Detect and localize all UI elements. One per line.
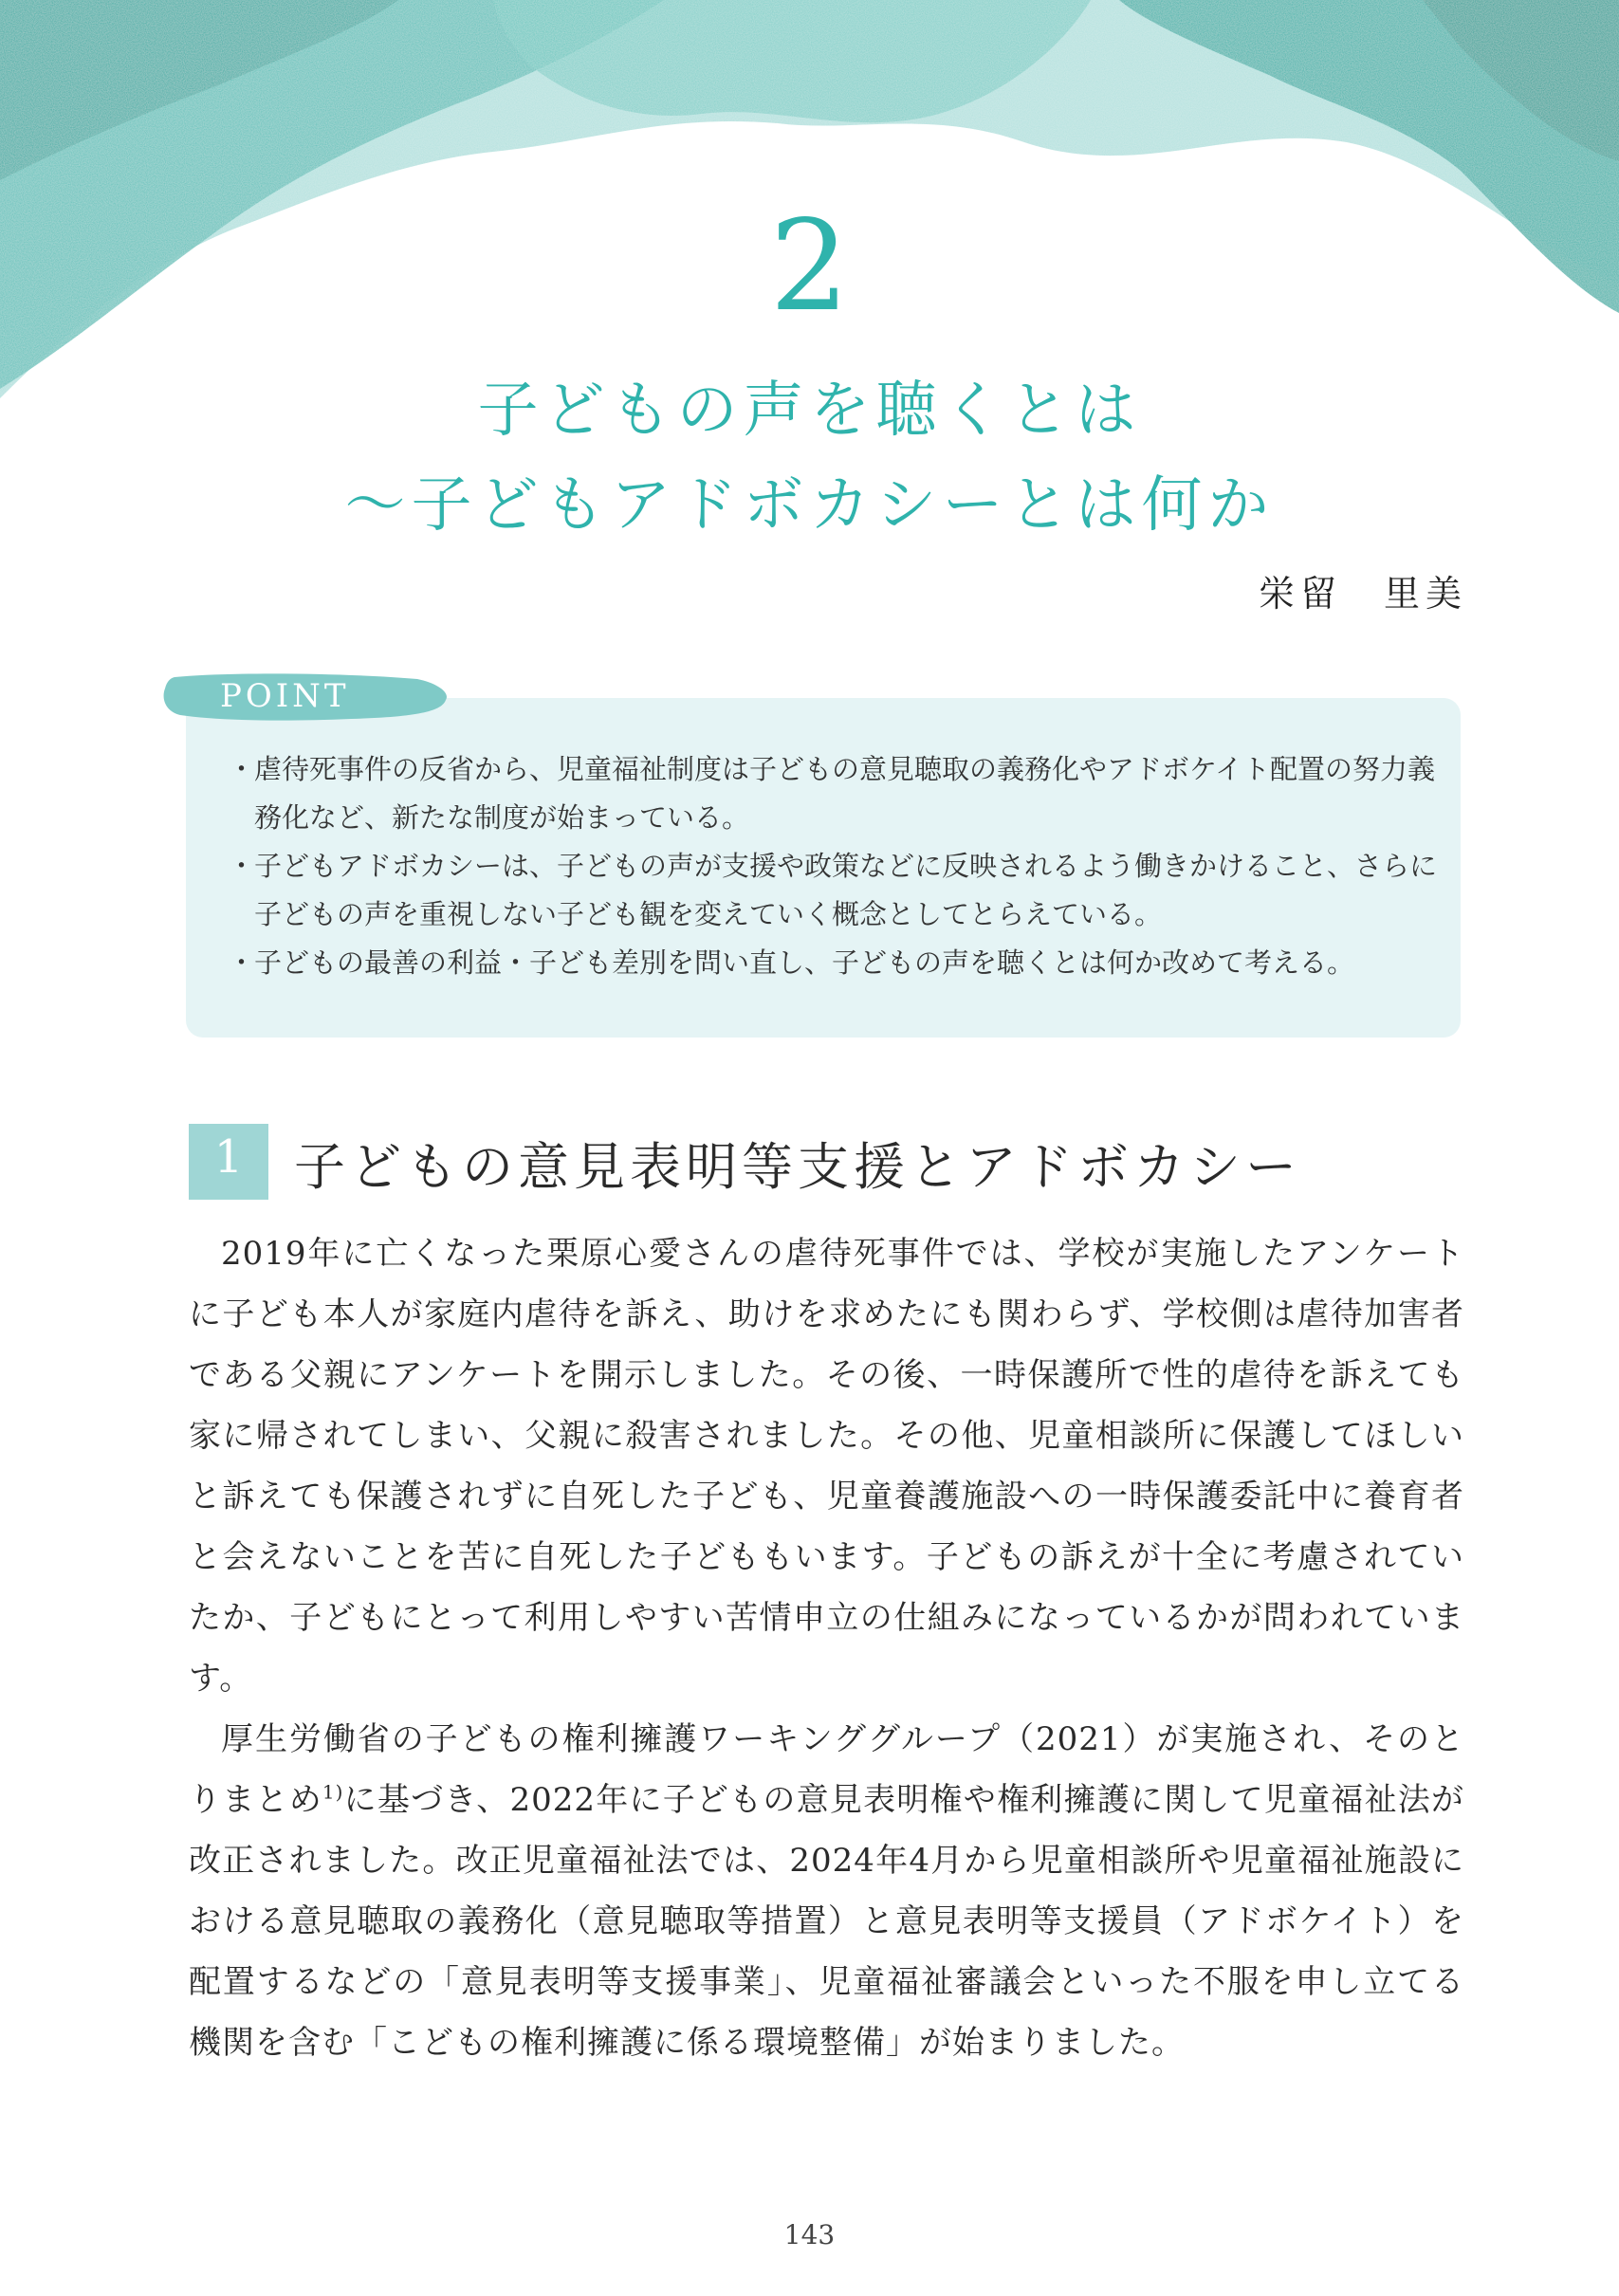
bullet: ・ xyxy=(228,850,256,882)
chapter-number: 2 xyxy=(769,193,850,340)
chapter-title-line2: ～子どもアドボカシーとは何か xyxy=(344,470,1275,541)
body-paragraph-2-start: 厚生労働省の子どもの権利擁護ワーキンググループ（2021）が実施され、そのとりまとめ xyxy=(189,1720,1464,1819)
body-text xyxy=(189,1223,1464,2073)
footnote-reference[interactable]: 1) xyxy=(322,1780,344,1804)
point-item xyxy=(228,939,1451,987)
point-item-text: 子どもアドボカシーは、子どもの声が支援や政策などに反映されるよう働きかけること、さらに子どもの声を重視しない子ども観を変えていく概念としてとらえている。 xyxy=(254,850,1438,930)
point-label: POINT xyxy=(220,677,350,715)
bullet: ・ xyxy=(228,946,256,979)
point-item-text: 子どもの最善の利益・子ども差別を問い直し、子どもの声を聴くとは何か改めて考える。 xyxy=(254,946,1355,979)
body-paragraph-2 xyxy=(189,1709,1464,2073)
chapter-title-line1: 子どもの声を聴くとは xyxy=(477,376,1142,446)
section-title: 子どもの意見表明等支援とアドボカシー xyxy=(294,1137,1301,1197)
author-name: 栄留 里美 xyxy=(1258,573,1467,615)
body-paragraph-1: 2019年に亡くなった栗原心愛さんの虐待死事件では、学校が実施したアンケートに子ども本人が家庭内虐待を訴え、助けを求めたにも関わらず、学校側は虐待加害者である父親にアンケートを開示しました。その後、一時保護所で性的虐待を訴えても家に帰されてしまい、父親に殺害されました。その他、児童相談所に保護してほしいと訴えても保護されずに自死した子ども、児童養護施設への一時保護委託中に養育者と会えないことを苦に自死した子どももいます。子どもの訴えが十全に考慮されていたか、子どもにとって利用しやすい苦情申立の仕組みになっているかが問われています。 xyxy=(189,1235,1464,1698)
body-paragraph-2-end: に基づき、2022年に子どもの意見表明権や権利擁護に関して児童福祉法が改正されました。改正児童福祉法では、2024年4月から児童相談所や児童福祉施設における意見聴取の義務化（意見聴取等措置）と意見表明等支援員（アドボケイト）を配置するなどの「意見表明等支援事業」、児童福祉審議会といった不服を申し立てる機関を含む「こどもの権利擁護に係る環境整備」が始まりました。 xyxy=(189,1781,1464,2062)
section-number: 1 xyxy=(213,1130,244,1184)
point-list xyxy=(228,745,1451,987)
point-item xyxy=(228,842,1451,939)
bullet: ・ xyxy=(228,753,256,785)
point-item-text: 虐待死事件の反省から、児童福祉制度は子どもの意見聴取の義務化やアドボケイト配置の努力義務化など、新たな制度が始まっている。 xyxy=(254,753,1435,834)
page-number: 143 xyxy=(783,2219,836,2250)
point-item xyxy=(228,745,1451,842)
